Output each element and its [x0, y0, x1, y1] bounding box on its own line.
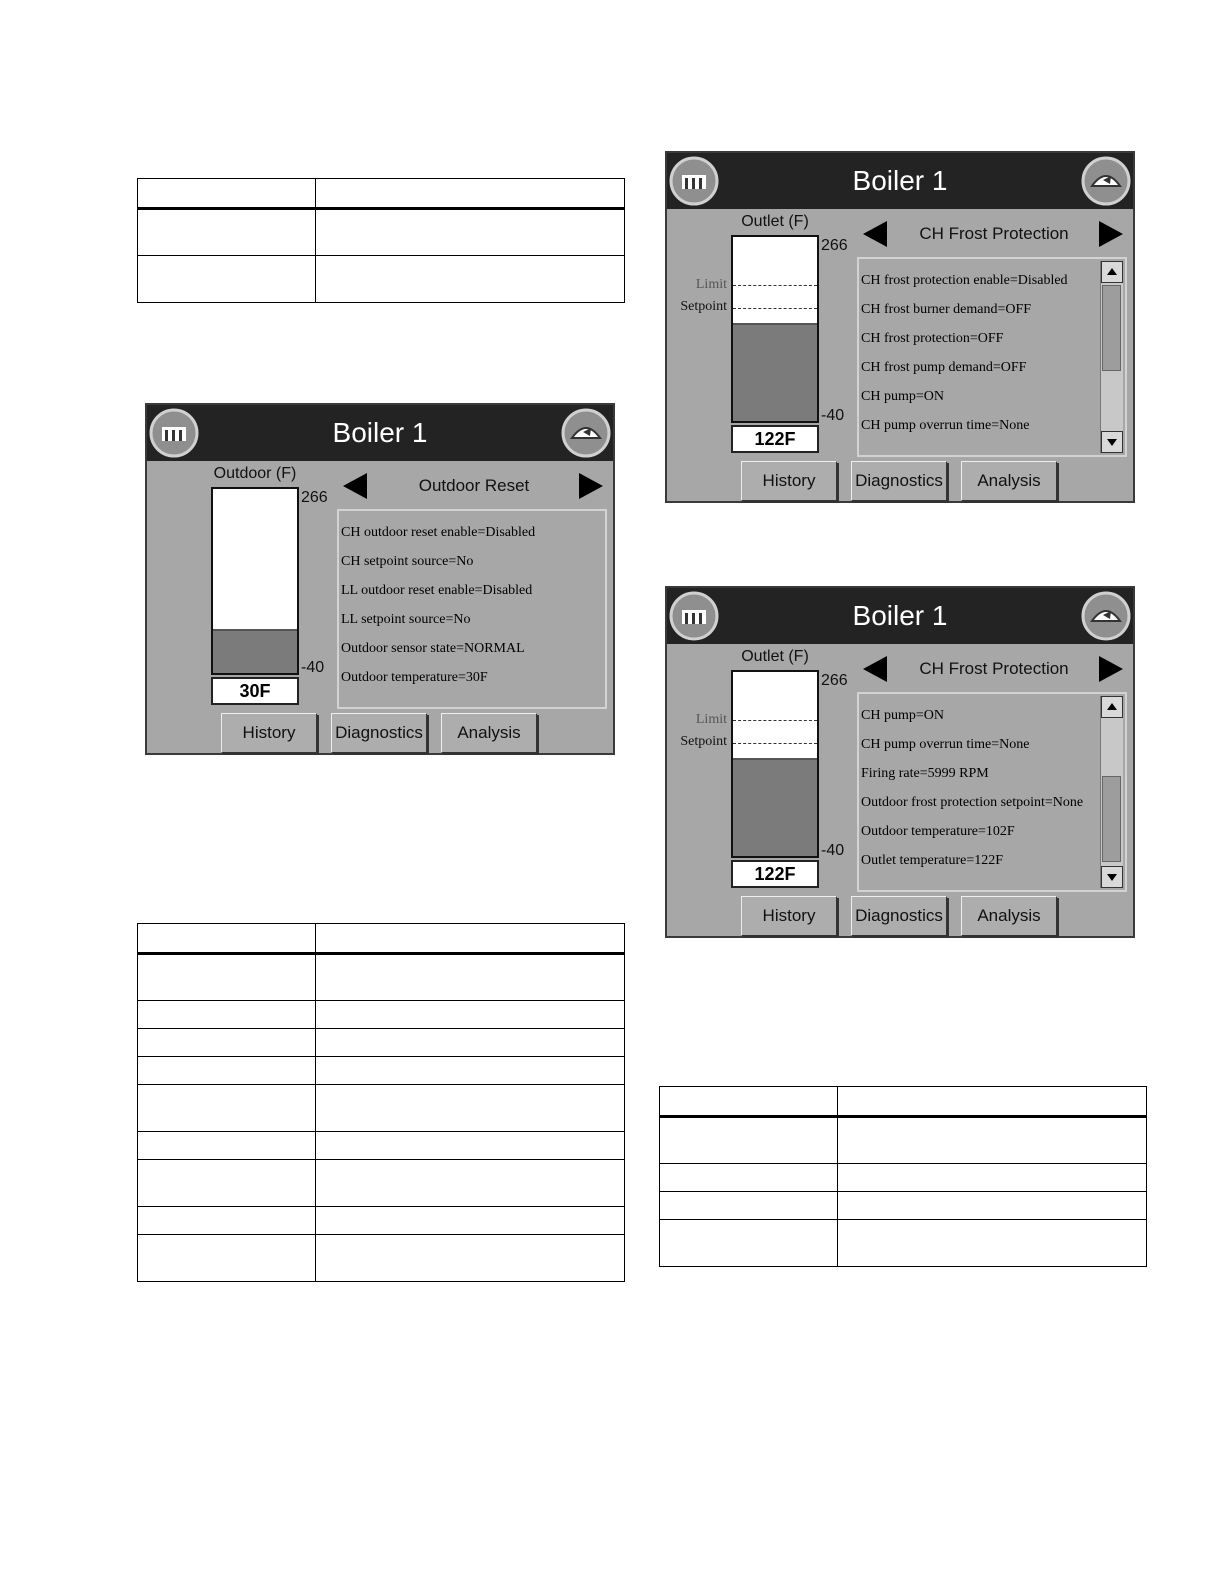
list-item: CH pump overrun time=None	[861, 418, 1030, 433]
list-item: Outlet temperature=122F	[861, 853, 1004, 868]
next-arrow-icon[interactable]	[579, 473, 603, 499]
diagnostics-button[interactable]: Diagnostics	[851, 461, 947, 501]
gauge-fill	[733, 323, 817, 421]
page-title: Boiler 1	[852, 600, 948, 631]
list-item: Outdoor temperature=102F	[861, 824, 1015, 839]
scroll-down-icon[interactable]	[1101, 866, 1123, 888]
list-item: LL setpoint source=No	[341, 612, 471, 627]
analysis-button[interactable]: Analysis	[961, 896, 1057, 936]
gauge-fill	[213, 629, 297, 673]
gauge-min: -40	[821, 842, 845, 859]
section-title: CH Frost Protection	[919, 659, 1069, 678]
setpoint-label: Setpoint	[680, 734, 727, 749]
back-icon[interactable]	[1081, 591, 1131, 641]
boiler-screen-outdoor-reset	[145, 403, 615, 755]
parameter-list[interactable]	[337, 509, 607, 709]
limit-label: Limit	[695, 712, 727, 727]
setpoint-label: Setpoint	[680, 299, 727, 314]
list-item: Outdoor temperature=30F	[341, 670, 488, 685]
temperature-reading: 122F	[731, 860, 819, 888]
page-title: Boiler 1	[852, 165, 948, 196]
section-title: Outdoor Reset	[418, 476, 530, 495]
scroll-down-icon[interactable]	[1101, 431, 1123, 453]
list-item: LL outdoor reset enable=Disabled	[341, 583, 533, 598]
list-item: CH pump=ON	[861, 708, 944, 723]
temperature-gauge	[731, 235, 819, 423]
list-item: Firing rate=5999 RPM	[861, 766, 989, 781]
gauge-min: -40	[821, 407, 845, 424]
prev-arrow-icon[interactable]	[863, 656, 887, 682]
list-item: Outdoor sensor state=NORMAL	[341, 641, 525, 656]
list-item: CH frost protection=OFF	[861, 331, 1004, 346]
gauge-title: Outlet (F)	[741, 648, 809, 665]
setpoint-line	[733, 743, 817, 744]
scroll-thumb[interactable]	[1102, 776, 1121, 862]
list-item: CH pump=ON	[861, 389, 944, 404]
list-item: CH frost protection enable=Disabled	[861, 273, 1068, 288]
temperature-reading: 30F	[211, 677, 299, 705]
limit-line	[733, 285, 817, 286]
section-title: CH Frost Protection	[919, 224, 1069, 243]
back-icon[interactable]	[561, 408, 611, 458]
history-button[interactable]: History	[221, 713, 317, 753]
prev-arrow-icon[interactable]	[343, 473, 367, 499]
gauge-max: 266	[821, 237, 848, 254]
list-item: CH setpoint source=No	[341, 554, 474, 569]
limit-label: Limit	[695, 277, 727, 292]
history-button[interactable]: History	[741, 896, 837, 936]
parameter-list[interactable]	[857, 257, 1127, 457]
gauge-fill	[733, 758, 817, 856]
temperature-reading: 122F	[731, 425, 819, 453]
home-icon[interactable]	[669, 156, 719, 206]
next-arrow-icon[interactable]	[1099, 656, 1123, 682]
analysis-button[interactable]: Analysis	[441, 713, 537, 753]
diagnostics-button[interactable]: Diagnostics	[331, 713, 427, 753]
setpoint-line	[733, 308, 817, 309]
page-title: Boiler 1	[332, 417, 428, 448]
boiler-screen-frost-1	[665, 151, 1135, 503]
scroll-up-icon[interactable]	[1101, 261, 1123, 283]
limit-line	[733, 720, 817, 721]
temperature-gauge	[211, 487, 299, 675]
scrollbar[interactable]	[1100, 696, 1123, 888]
list-item: CH pump overrun time=None	[861, 737, 1030, 752]
list-item: Outdoor frost protection setpoint=None	[861, 795, 1084, 810]
next-arrow-icon[interactable]	[1099, 221, 1123, 247]
parameter-list[interactable]	[857, 692, 1127, 892]
gauge-title: Outlet (F)	[741, 213, 809, 230]
title-bar	[147, 405, 613, 461]
gauge-title: Outdoor (F)	[213, 465, 297, 482]
list-item: CH outdoor reset enable=Disabled	[341, 525, 536, 540]
gauge-min: -40	[301, 659, 325, 676]
gauge-max: 266	[301, 489, 328, 506]
table-1	[137, 178, 625, 303]
scrollbar[interactable]	[1100, 261, 1123, 453]
table-3	[659, 1086, 1147, 1267]
gauge-max: 266	[821, 672, 848, 689]
analysis-button[interactable]: Analysis	[961, 461, 1057, 501]
list-item: CH frost burner demand=OFF	[861, 302, 1032, 317]
prev-arrow-icon[interactable]	[863, 221, 887, 247]
diagnostics-button[interactable]: Diagnostics	[851, 896, 947, 936]
scroll-thumb[interactable]	[1102, 285, 1121, 371]
back-icon[interactable]	[1081, 156, 1131, 206]
home-icon[interactable]	[669, 591, 719, 641]
title-bar	[667, 153, 1133, 209]
list-item: CH frost pump demand=OFF	[861, 360, 1027, 375]
table-2	[137, 923, 625, 1282]
title-bar	[667, 588, 1133, 644]
boiler-screen-frost-2	[665, 586, 1135, 938]
home-icon[interactable]	[149, 408, 199, 458]
scroll-up-icon[interactable]	[1101, 696, 1123, 718]
history-button[interactable]: History	[741, 461, 837, 501]
temperature-gauge	[731, 670, 819, 858]
